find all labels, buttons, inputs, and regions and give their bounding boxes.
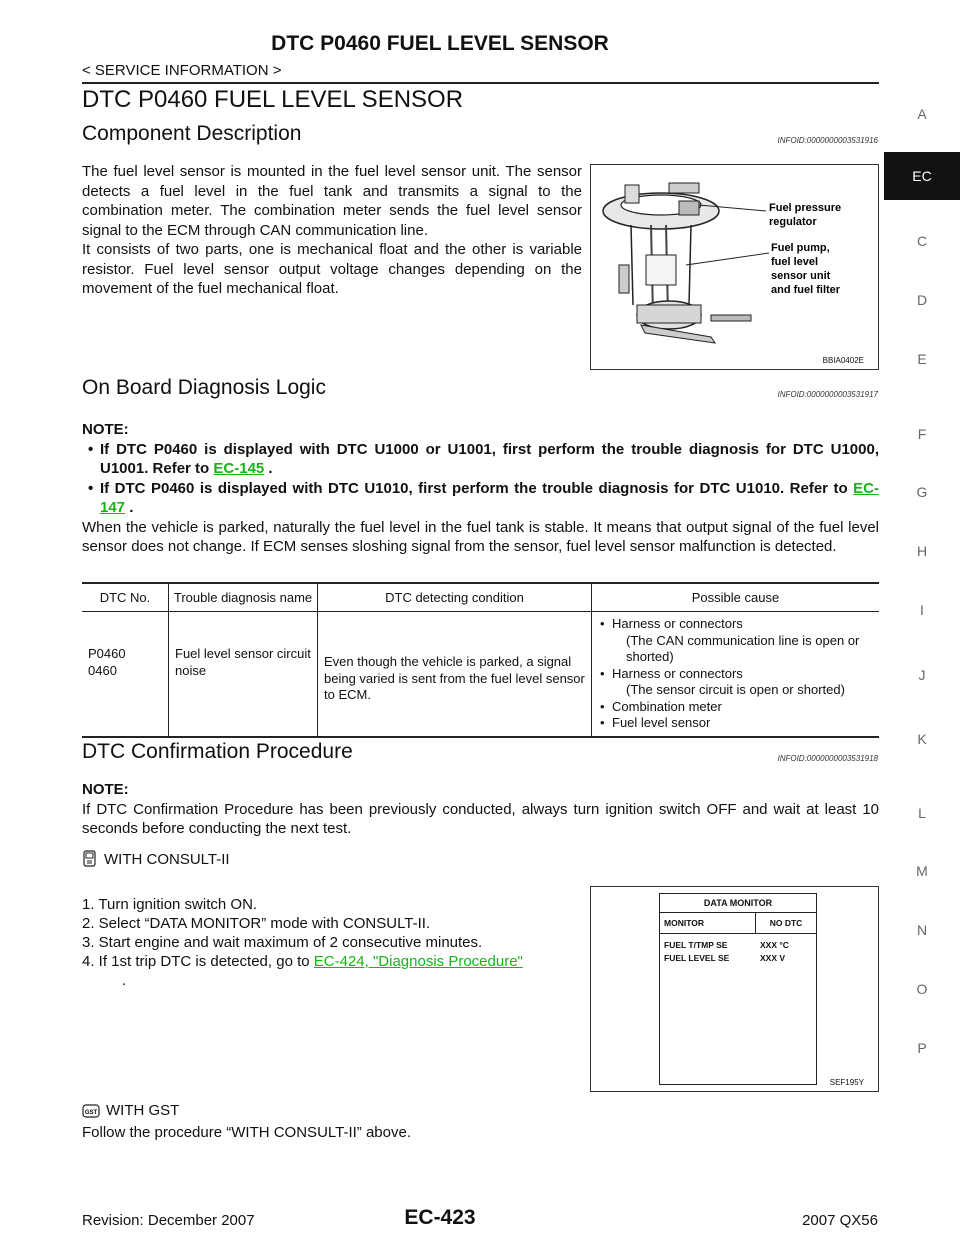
tab-l[interactable]: L xyxy=(918,805,926,821)
with-gst-label: GST WITH GST xyxy=(82,1102,179,1119)
section-tabs xyxy=(884,0,960,1242)
obd-note-bullet-2: • If DTC P0460 is displayed with DTC U1010, first perform the trouble diagnosis for DTC U1010. Refer to EC-147 . xyxy=(82,479,879,518)
tab-c[interactable]: C xyxy=(916,233,928,249)
obd-infoid: INFOID:0000000003531917 xyxy=(777,390,878,399)
tab-f[interactable]: F xyxy=(917,426,927,442)
tab-k[interactable]: K xyxy=(917,731,927,747)
component-infoid: INFOID:0000000003531916 xyxy=(777,136,878,145)
cell-name: Fuel level sensor circuit noise xyxy=(169,612,318,737)
tab-n[interactable]: N xyxy=(916,922,928,938)
table-header-row xyxy=(82,583,879,612)
dtc-table xyxy=(82,582,879,738)
tab-j[interactable]: J xyxy=(918,667,926,683)
cell-cause xyxy=(592,612,880,737)
gst-text: Follow the procedure “WITH CONSULT-II” above. xyxy=(82,1124,411,1141)
col-cause: Possible cause xyxy=(592,583,880,612)
list-item: • Fuel level sensor xyxy=(598,715,873,732)
monitor-figure-id: SEF195Y xyxy=(829,1078,864,1087)
monitor-col2: NO DTC xyxy=(755,913,816,933)
col-name: Trouble diagnosis name xyxy=(169,583,318,612)
running-header-title: DTC P0460 FUEL LEVEL SENSOR xyxy=(271,32,609,55)
link-ec-147[interactable]: EC-147 xyxy=(100,479,880,516)
footer-model: 2007 QX56 xyxy=(802,1212,878,1229)
tab-e[interactable]: E xyxy=(917,351,927,367)
monitor-col1: MONITOR xyxy=(664,918,704,928)
tab-m[interactable]: M xyxy=(916,863,928,879)
tab-a[interactable]: A xyxy=(917,106,927,122)
svg-text:GST: GST xyxy=(84,1109,98,1116)
figure-label-pump-unit: Fuel pump, fuel level sensor unit and fuel filter xyxy=(771,242,841,296)
confirm-note-label: NOTE: xyxy=(82,781,129,798)
monitor-row-1: FUEL T/TMP SE XXX °C xyxy=(664,940,789,950)
confirm-note xyxy=(82,780,879,839)
monitor-row-2: FUEL LEVEL SE XXX V xyxy=(664,953,786,963)
fuel-pump-illustration xyxy=(591,165,878,369)
step-2: 2. Select “DATA MONITOR” mode with CONSULT-II. xyxy=(82,915,431,932)
table-row xyxy=(82,612,879,737)
link-ec-424[interactable]: EC-424, "Diagnosis Procedure" xyxy=(313,953,523,970)
footer-revision: Revision: December 2007 xyxy=(82,1212,255,1229)
procedure-steps xyxy=(82,895,582,990)
monitor-header xyxy=(660,913,816,934)
tab-d[interactable]: D xyxy=(916,292,928,308)
col-condition: DTC detecting condition xyxy=(318,583,592,612)
cell-dtc-no: P0460 0460 xyxy=(88,646,126,678)
component-text-1: The fuel level sensor is mounted in the fuel level sensor unit. The sensor detects a fuel level in the fuel tank and transmits a signal to the combination meter. The combination meter sends the fuel level sensor signal to the ECM through CAN communication line. xyxy=(82,163,582,239)
cause-list xyxy=(598,616,873,732)
confirm-note-text: If DTC Confirmation Procedure has been previously conducted, always turn ignition switch OFF and wait at least 10 seconds before conducting the next test. xyxy=(82,800,879,837)
confirm-infoid: INFOID:0000000003531918 xyxy=(777,754,878,763)
component-description-heading: Component Description xyxy=(82,122,302,145)
consult-icon xyxy=(82,850,98,868)
figure-label-regulator: Fuel pressure regulator xyxy=(769,202,842,228)
link-ec-145[interactable]: EC-145 xyxy=(213,460,265,477)
tab-ec[interactable]: EC xyxy=(884,152,960,200)
list-item: • Harness or connectors (The CAN communication line is open or shorted) xyxy=(598,616,873,666)
confirm-heading: DTC Confirmation Procedure xyxy=(82,740,353,763)
section-label: < SERVICE INFORMATION > xyxy=(82,62,282,79)
tab-g[interactable]: G xyxy=(916,484,928,500)
tab-i[interactable]: I xyxy=(920,602,924,618)
footer-page-number: EC-423 xyxy=(404,1206,476,1229)
data-monitor-screen xyxy=(659,893,817,1085)
col-dtc-no: DTC No. xyxy=(82,583,169,612)
cell-condition: Even though the vehicle is parked, a signal being varied is sent from the fuel level sensor to ECM. xyxy=(318,612,592,737)
step-4: 4. If 1st trip DTC is detected, go to EC-424, "Diagnosis Procedure" . xyxy=(82,953,523,989)
figure-id: BBIA0402E xyxy=(822,356,864,365)
obd-heading: On Board Diagnosis Logic xyxy=(82,376,326,399)
data-monitor-figure xyxy=(590,886,879,1092)
step-3: 3. Start engine and wait maximum of 2 consecutive minutes. xyxy=(82,934,483,951)
page-title: DTC P0460 FUEL LEVEL SENSOR xyxy=(82,86,464,113)
obd-section xyxy=(82,420,879,557)
header-rule xyxy=(82,82,879,84)
with-consult-label: WITH CONSULT-II xyxy=(82,850,230,868)
tab-o[interactable]: O xyxy=(916,981,928,997)
component-text-2: It consists of two parts, one is mechanical float and the other is variable resistor. Fuel level sensor output voltage changes depending on the movement of the fuel mechanical float. xyxy=(82,241,582,297)
obd-body: When the vehicle is parked, naturally the fuel level in the fuel tank is stable. It means that output signal of the fuel level sensor does not change. If ECM senses sloshing signal from the sensor, fuel level sensor malfunction is detected. xyxy=(82,518,879,555)
gst-icon xyxy=(82,1103,100,1119)
list-item: • Harness or connectors (The sensor circuit is open or shorted) xyxy=(598,666,873,699)
component-text xyxy=(82,162,582,299)
obd-note-bullet-1: • If DTC P0460 is displayed with DTC U1000 or U1001, first perform the trouble diagnosis for DTC U1000, U1001. Refer to EC-145 . xyxy=(82,440,879,479)
list-item: • Combination meter xyxy=(598,699,873,716)
obd-note-label: NOTE: xyxy=(82,421,129,438)
step-1: 1. Turn ignition switch ON. xyxy=(82,896,258,913)
monitor-title: DATA MONITOR xyxy=(660,894,816,913)
tab-p[interactable]: P xyxy=(917,1040,927,1056)
fuel-pump-figure xyxy=(590,164,879,370)
tab-h[interactable]: H xyxy=(916,543,928,559)
